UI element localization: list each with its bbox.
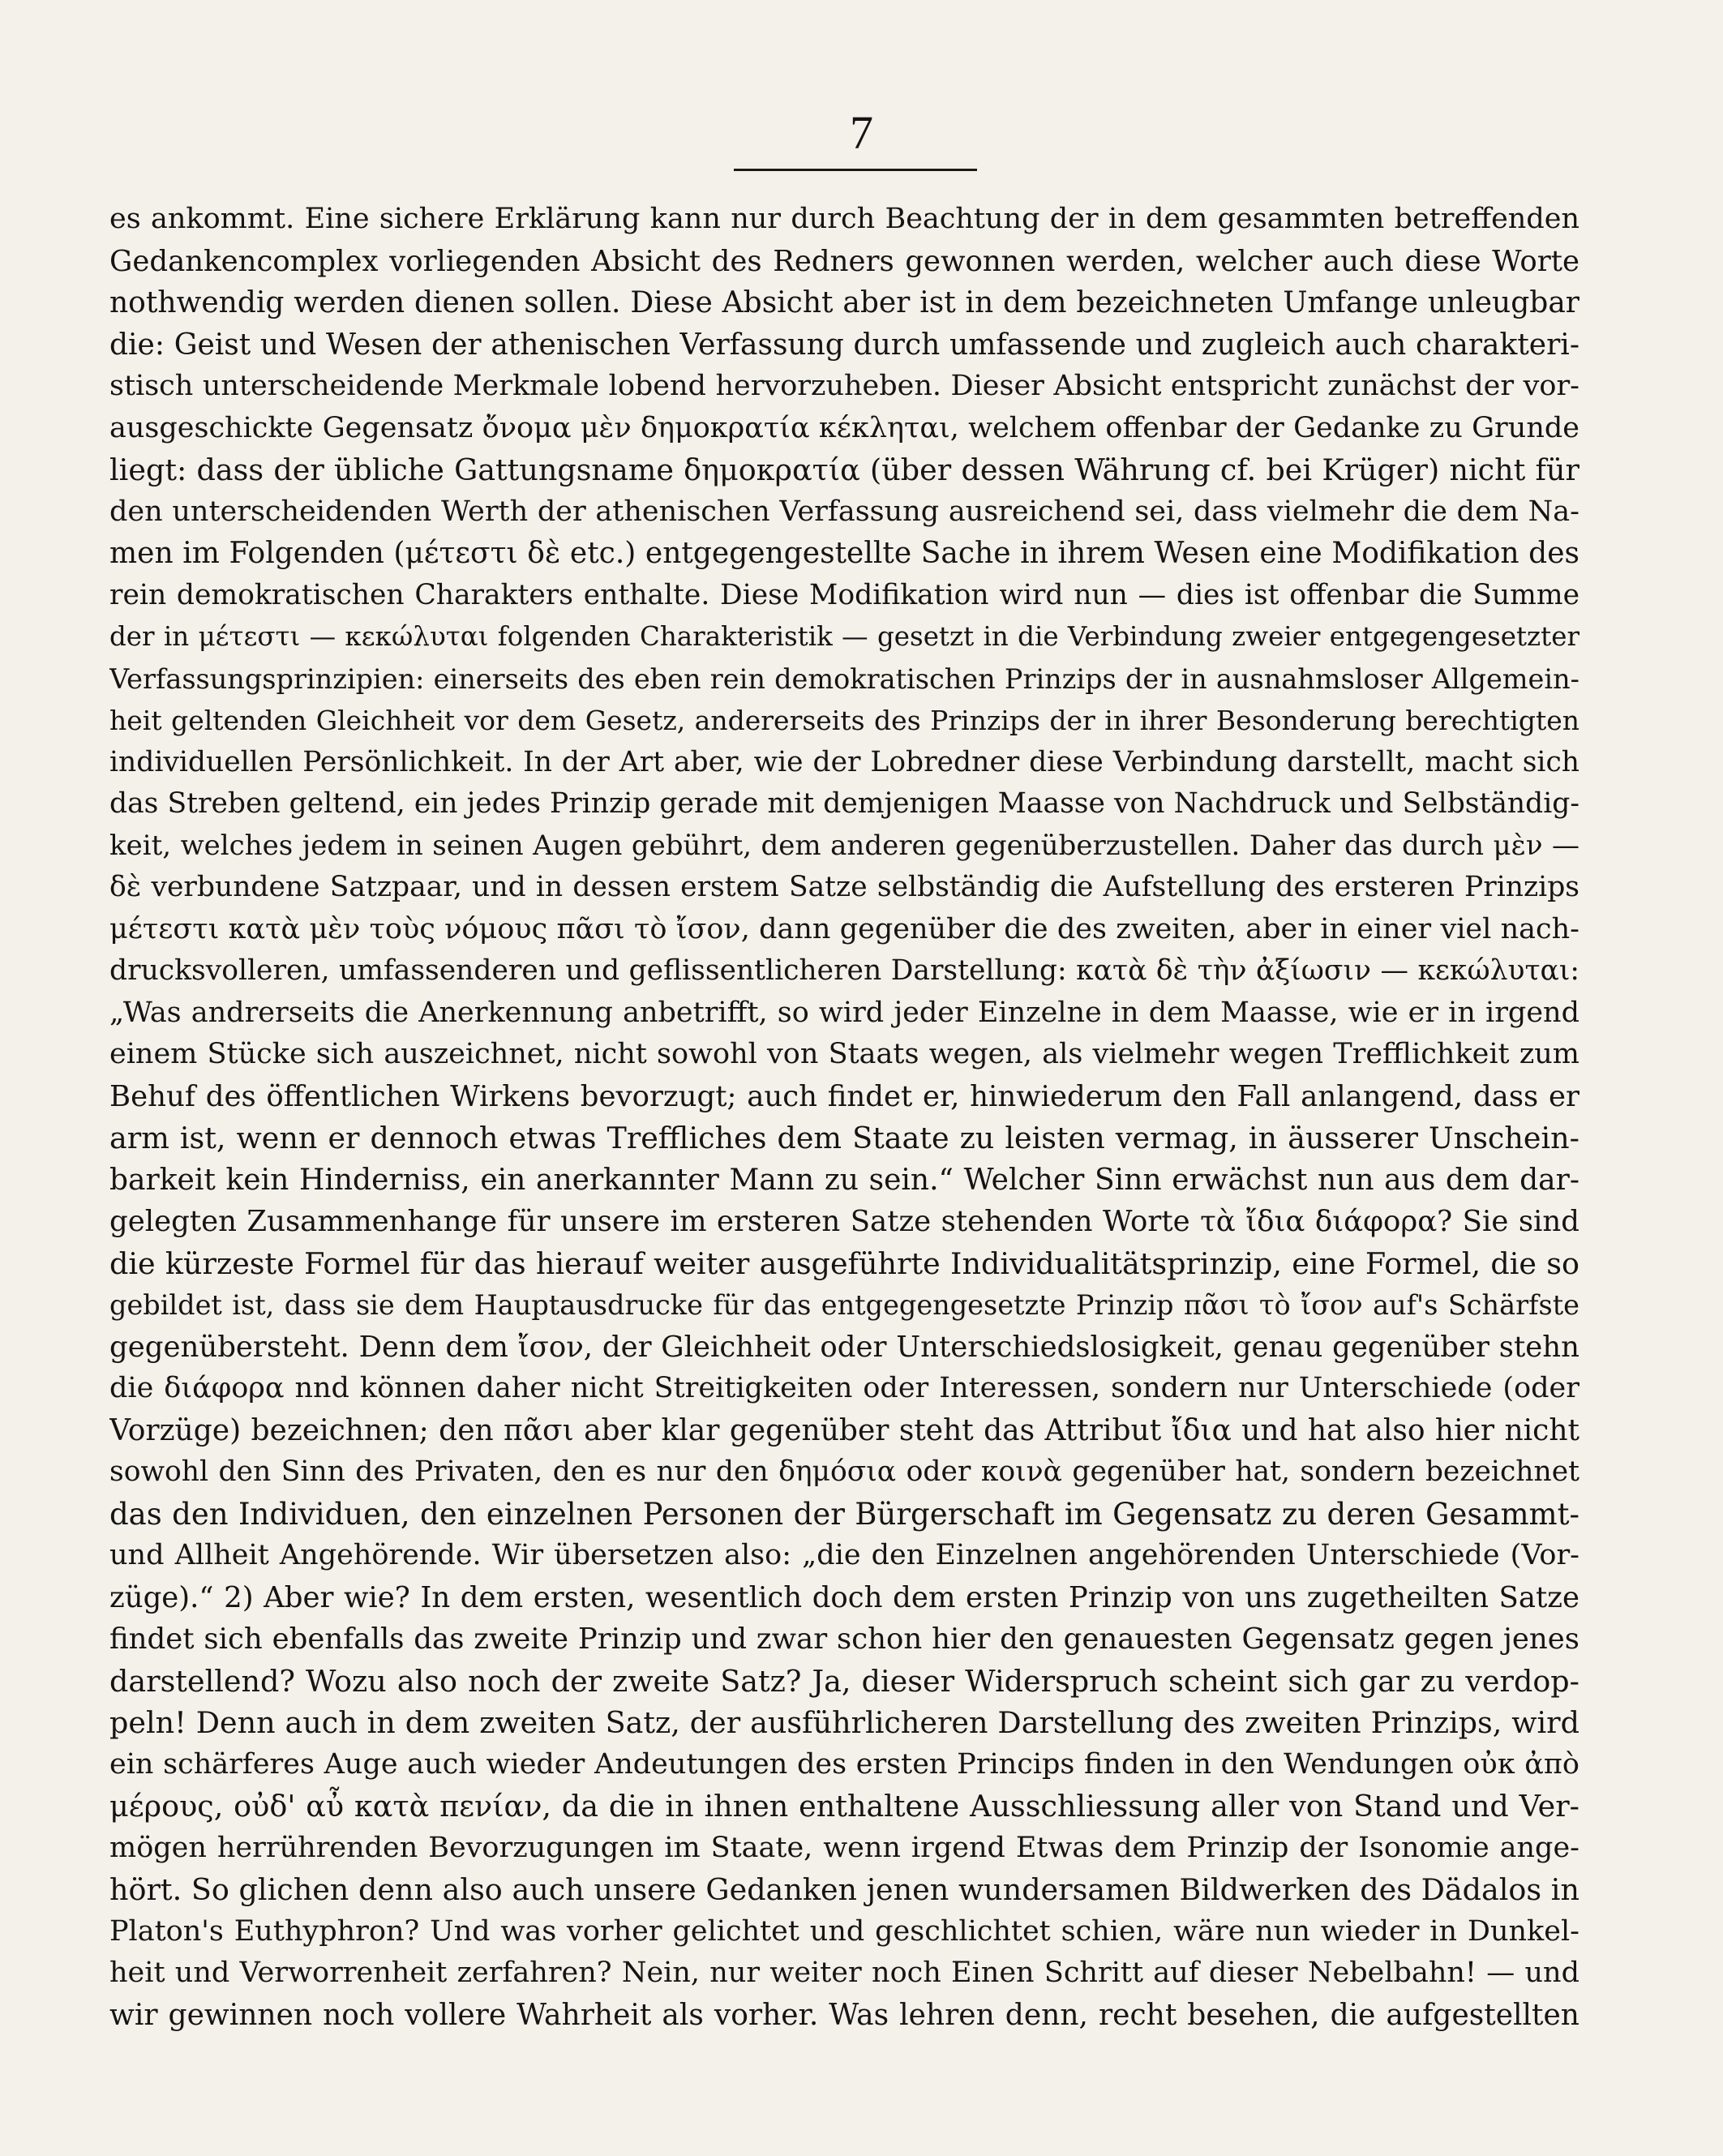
text-line: und Allheit Angehörende. Wir übersetzen also: „die den Einzelnen angehörenden Unterschiede (Vor- xyxy=(109,1539,1579,1571)
text-line: einem Stücke sich auszeichnet, nicht sowohl von Staats wegen, als vielmehr wegen Trefflichkeit zum xyxy=(109,1038,1579,1070)
text-line: das Streben geltend, ein jedes Prinzip gerade mit demjenigen Maasse von Nachdruck und Selbständig- xyxy=(109,787,1579,820)
text-line: gegenübersteht. Denn dem ἴσον, der Gleichheit oder Unterschiedslosigkeit, genau gegenüber stehn xyxy=(109,1330,1579,1364)
text-line: individuellen Persönlichkeit. In der Art aber, wie der Lobredner diese Verbindung darstellt, macht sich xyxy=(109,745,1579,778)
text-line: liegt: dass der übliche Gattungsname δημοκρατία (über dessen Währung cf. bei Krüger) nicht für xyxy=(109,452,1579,487)
text-line: sowohl den Sinn des Privaten, den es nur den δημόσια oder κοινὰ gegenüber hat, sondern bezeichnet xyxy=(109,1455,1579,1488)
text-line: Verfassungsprinzipien: einerseits des eben rein demokratischen Prinzips der in ausnahmsloser Allgemein- xyxy=(109,662,1579,695)
text-line: stisch unterscheidende Merkmale lobend hervorzuheben. Dieser Absicht entspricht zunächst der vor- xyxy=(109,370,1579,402)
text-line: hört. So glichen denn also auch unsere Gedanken jenen wundersamen Bildwerken des Dädalos in xyxy=(109,1872,1579,1907)
text-line: keit, welches jedem in seinen Augen gebührt, dem anderen gegenüberzustellen. Daher das durch μὲν — xyxy=(109,829,1579,862)
text-line: die διάφορα nnd können daher nicht Streitigkeiten oder Interessen, sondern nur Unterschiede (oder xyxy=(109,1372,1579,1404)
text-line: ein schärferes Auge auch wieder Andeutungen des ersten Princips finden in den Wendungen οὐκ ἀπὸ xyxy=(109,1747,1579,1781)
text-line: μέρους, οὐδ' αὖ κατὰ πενίαν, da die in ihnen enthaltene Ausschliessung aller von Stand und Ver- xyxy=(109,1789,1579,1824)
text-line: den unterscheidenden Werth der athenischen Verfassung ausreichend sei, dass vielmehr die dem Na- xyxy=(109,495,1579,528)
text-line: die kürzeste Formel für das hierauf weiter ausgeführte Individualitätsprinzip, eine Formel, die so xyxy=(109,1245,1579,1281)
text-line: arm ist, wenn er dennoch etwas Treffliches dem Staate zu leisten vermag, in äusserer Unschein- xyxy=(109,1121,1579,1155)
text-line: Behuf des öffentlichen Wirkens bevorzugt; auch findet er, hinwiederum den Fall anlangend, dass er xyxy=(109,1079,1579,1113)
text-line: μέτεστι κατὰ μὲν τοὺς νόμους πᾶσι τὸ ἴσον, dann gegenüber die des zweiten, aber in einer viel nach- xyxy=(109,912,1579,945)
text-line: peln! Denn auch in dem zweiten Satz, der ausführlicheren Darstellung des zweiten Prinzips, wird xyxy=(109,1705,1579,1740)
text-line: der in μέτεστι — κεκώλυται folgenden Charakteristik — gesetzt in die Verbindung zweier entgegengesetzter xyxy=(109,621,1579,652)
text-line: Vorzüge) bezeichnen; den πᾶσι aber klar gegenüber steht das Attribut ἴδια und hat also hier nicht xyxy=(109,1413,1579,1447)
text-line: „Was andrerseits die Anerkennung anbetrifft, so wird jeder Einzelne in dem Maasse, wie er in irgend xyxy=(109,996,1579,1029)
body-text xyxy=(109,199,1579,2036)
text-line: Gedankencomplex vorliegenden Absicht des Redners gewonnen werden, welcher auch diese Worte xyxy=(109,244,1579,278)
text-line: gebildet ist, dass sie dem Hauptausdrucke für das entgegengesetzte Prinzip πᾶσι τὸ ἴσον auf's Schärfste xyxy=(109,1289,1579,1321)
text-line: mögen herrührenden Bevorzugungen im Staate, wenn irgend Etwas dem Prinzip der Isonomie ange- xyxy=(109,1831,1579,1864)
text-line: heit und Verworrenheit zerfahren? Nein, nur weiter noch Einen Schritt auf dieser Nebelbahn! — und xyxy=(109,1957,1579,1989)
text-line: es ankommt. Eine sichere Erklärung kann nur durch Beachtung der in dem gesammten betreffenden xyxy=(109,203,1579,235)
text-line: ausgeschickte Gegensatz ὄνομα μὲν δημοκρατία κέκληται, welchem offenbar der Gedanke zu Grunde xyxy=(109,411,1579,444)
text-line: das den Individuen, den einzelnen Personen der Bürgerschaft im Gegensatz zu deren Gesammt- xyxy=(109,1496,1579,1532)
text-line: findet sich ebenfalls das zweite Prinzip und zwar schon hier den genauesten Gegensatz gegen jenes xyxy=(109,1622,1579,1656)
text-line: darstellend? Wozu also noch der zweite Satz? Ja, dieser Widerspruch scheint sich gar zu verdop- xyxy=(109,1663,1579,1699)
page-number: 7 xyxy=(850,106,873,159)
header-rule xyxy=(734,169,977,171)
text-line: men im Folgenden (μέτεστι δὲ etc.) entgegengestellte Sache in ihrem Wesen eine Modifikation des xyxy=(109,537,1579,570)
text-line: δὲ verbundene Satzpaar, und in dessen erstem Satze selbständig die Aufstellung des ersteren Prinzips xyxy=(109,871,1579,903)
text-line: barkeit kein Hinderniss, ein anerkannter Mann zu sein.“ Welcher Sinn erwächst nun aus dem dar- xyxy=(109,1163,1579,1197)
text-line: nothwendig werden dienen sollen. Diese Absicht aber ist in dem bezeichneten Umfange unleugbar xyxy=(109,286,1579,319)
text-line: heit geltenden Gleichheit vor dem Gesetz, andererseits des Prinzips der in ihrer Besonderung berechtigten xyxy=(109,705,1579,736)
text-line: gelegten Zusammenhange für unsere im ersteren Satze stehenden Worte τὰ ἴδια διάφορα? Sie sind xyxy=(109,1205,1579,1238)
text-line: drucksvolleren, umfassenderen und geflissentlicheren Darstellung: κατὰ δὲ τὴν ἀξίωσιν — κεκώλυται: xyxy=(109,954,1579,987)
text-line: die: Geist und Wesen der athenischen Verfassung durch umfassende und zugleich auch charakteri- xyxy=(109,328,1579,362)
text-line: Platon's Euthyphron? Und was vorher gelichtet und geschlichtet schien, wäre nun wieder in Dunkel- xyxy=(109,1914,1579,1948)
text-line: rein demokratischen Charakters enthalte. Diese Modifikation wird nun — dies ist offenbar die Summe xyxy=(109,578,1579,611)
text-line: wir gewinnen noch vollere Wahrheit als vorher. Was lehren denn, recht besehen, die aufgestellten xyxy=(109,1998,1579,2032)
text-line: züge).“ 2) Aber wie? In dem ersten, wesentlich doch dem ersten Prinzip von uns zugetheilten Satze xyxy=(109,1580,1579,1614)
